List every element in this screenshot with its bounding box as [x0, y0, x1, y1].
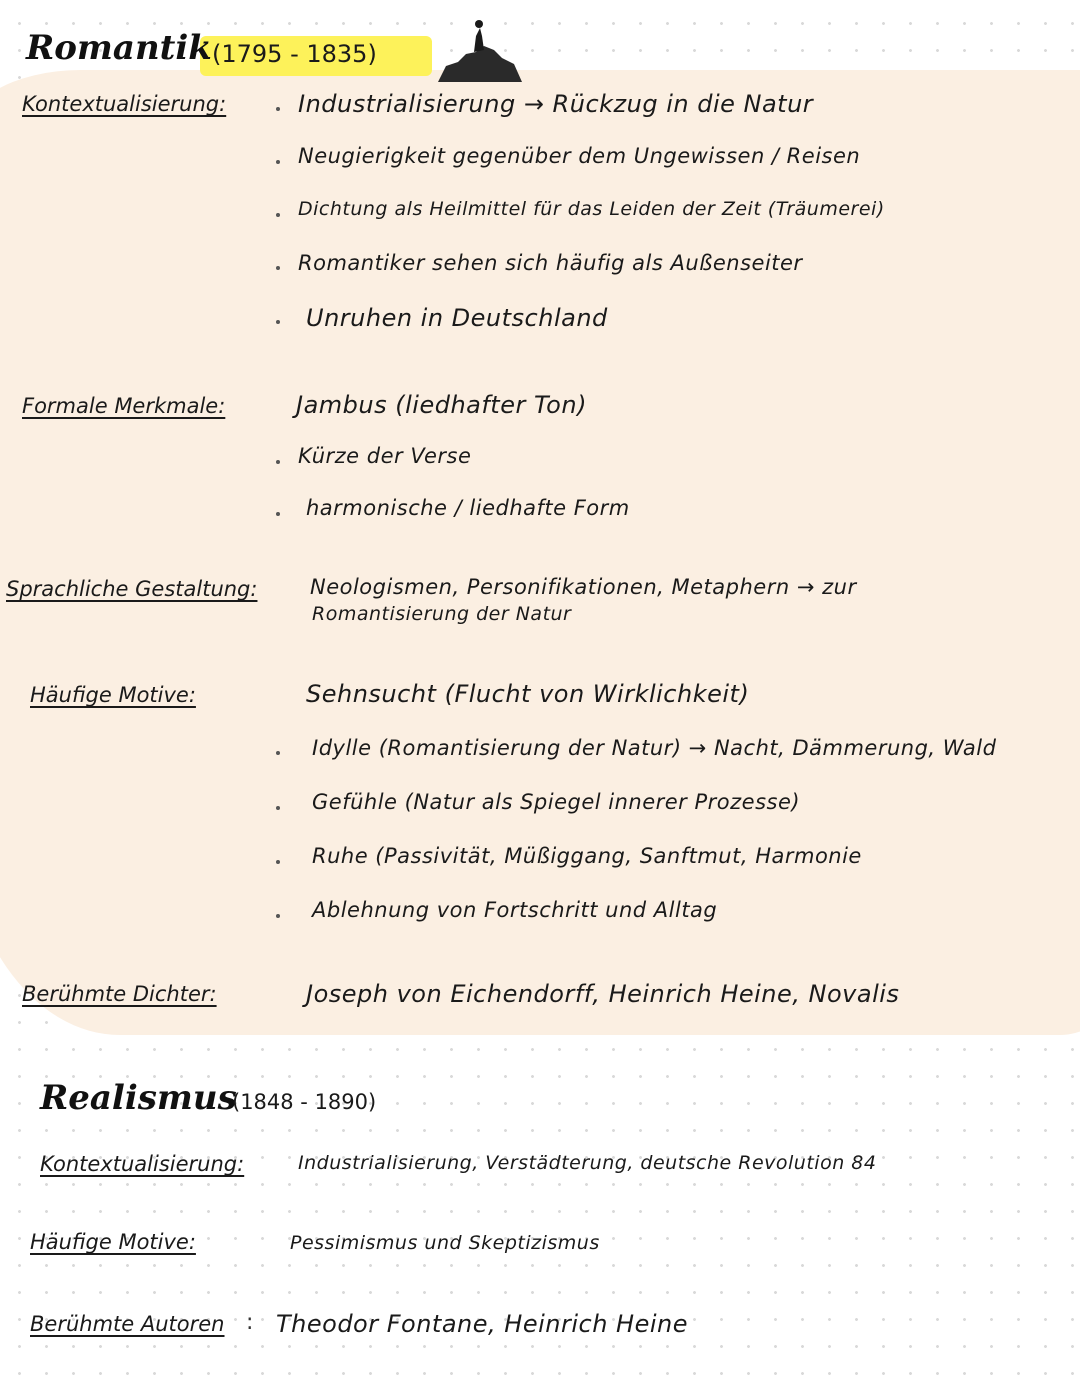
bullet: [276, 160, 280, 164]
romantik-dichter: Joseph von Eichendorff, Heinrich Heine, Novalis: [306, 980, 900, 1008]
romantik-kontext-1: Industrialisierung → Rückzug in die Natur: [298, 90, 814, 118]
romantik-dichter-label: Berühmte Dichter:: [22, 982, 217, 1006]
romantik-kontext-label: Kontextualisierung:: [22, 92, 227, 116]
bullet: [276, 860, 280, 864]
romantik-motive-label: Häufige Motive:: [30, 683, 196, 707]
bullet: [276, 460, 280, 464]
romantik-motive-5: Ablehnung von Fortschritt und Alltag: [312, 898, 718, 922]
romantik-title: Romantik: [26, 28, 212, 68]
romantik-formal-2: Kürze der Verse: [298, 444, 472, 468]
bullet: [276, 107, 280, 111]
bullet: [276, 512, 280, 516]
romantik-sprach-label: Sprachliche Gestaltung:: [6, 577, 258, 601]
realismus-motive-label: Häufige Motive:: [30, 1230, 196, 1254]
romantik-formal-label: Formale Merkmale:: [22, 394, 226, 418]
romantik-motive-1: Sehnsucht (Flucht von Wirklichkeit): [306, 680, 750, 708]
bullet: [276, 320, 280, 324]
bullet: [276, 266, 280, 270]
romantik-motive-3: Gefühle (Natur als Spiegel innerer Prozesse): [312, 790, 801, 814]
realismus-kontext: Industrialisierung, Verstädterung, deutsche Revolution 84: [298, 1152, 877, 1174]
realismus-years: (1848 - 1890): [232, 1090, 377, 1114]
romantik-motive-4: Ruhe (Passivität, Müßiggang, Sanftmut, Harmonie: [312, 844, 862, 868]
romantik-kontext-2: Neugierigkeit gegenüber dem Ungewissen / Reisen: [298, 144, 861, 168]
bullet: [276, 914, 280, 918]
romantik-sprach-2: Romantisierung der Natur: [312, 603, 572, 625]
realismus-autoren: Theodor Fontane, Heinrich Heine: [276, 1310, 689, 1338]
romantik-kontext-4: Romantiker sehen sich häufig als Außenseiter: [298, 251, 803, 275]
romantik-kontext-5: Unruhen in Deutschland: [306, 304, 608, 332]
realismus-title: Realismus: [40, 1078, 237, 1118]
realismus-motive: Pessimismus und Skeptizismus: [290, 1232, 600, 1254]
realismus-kontext-label: Kontextualisierung:: [40, 1152, 245, 1176]
colon: :: [246, 1310, 254, 1335]
romantik-sprach-1: Neologismen, Personifikationen, Metaphern → zur: [310, 575, 857, 599]
bullet: [276, 806, 280, 810]
realismus-autoren-label: Berühmte Autoren: [30, 1312, 225, 1336]
wanderer-painting-icon: [436, 6, 522, 82]
romantik-years: (1795 - 1835): [212, 40, 377, 68]
romantik-formal-1: Jambus (liedhafter Ton): [296, 391, 587, 419]
bullet: [276, 213, 280, 217]
romantik-kontext-3: Dichtung als Heilmittel für das Leiden der Zeit (Träumerei): [298, 198, 885, 220]
bullet: [276, 751, 280, 755]
romantik-formal-3: harmonische / liedhafte Form: [306, 496, 630, 520]
romantik-motive-2: Idylle (Romantisierung der Natur) → Nacht, Dämmerung, Wald: [312, 736, 997, 760]
